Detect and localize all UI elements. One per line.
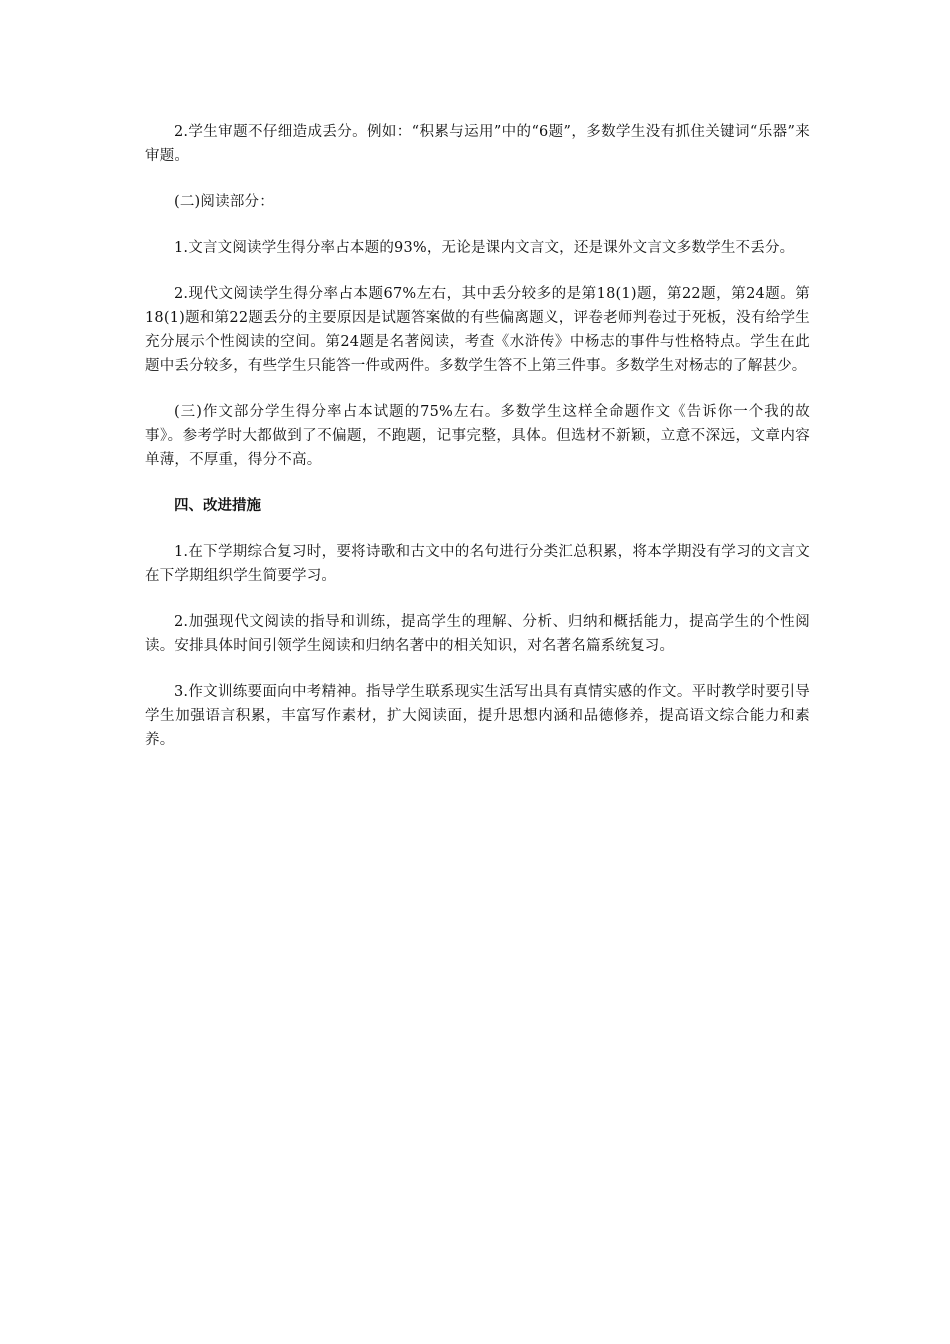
paragraph-review-error: 2.学生审题不仔细造成丢分。例如：“积累与运用”中的“6题”，多数学生没有抓住关键词“乐器”来审题。 — [145, 124, 810, 164]
paragraph-improvement-1: 1.在下学期综合复习时，要将诗歌和古文中的名句进行分类汇总积累，将本学期没有学习的文言文在下学期组织学生简要学习。 — [145, 544, 810, 584]
section-heading-improvement: 四、改进措施 — [174, 498, 261, 514]
paragraph-reading-section-title: (二)阅读部分： — [174, 194, 274, 210]
document-page — [145, 120, 810, 774]
paragraph-composition: (三)作文部分学生得分率占本试题的75%左右。多数学生这样全命题作文《告诉你一个我的故事》。参考学时大都做到了不偏题，不跑题，记事完整，具体。但选材不新颖，立意不深远，文章内容单薄，不厚重，得分不高。 — [145, 404, 810, 468]
paragraph-improvement-3: 3.作文训练要面向中考精神。指导学生联系现实生活写出具有真情实感的作文。平时教学时要引导学生加强语言积累，丰富写作素材，扩大阅读面，提升思想内涵和品德修养，提高语文综合能力和素养。 — [145, 684, 810, 748]
paragraph-modern-reading: 2.现代文阅读学生得分率占本题67%左右，其中丢分较多的是第18(1)题，第22题，第24题。第18(1)题和第22题丢分的主要原因是试题答案做的有些偏离题义，评卷老师判卷过于死板，没有给学生充分展示个性阅读的空间。第24题是名著阅读，考查《水浒传》中杨志的事件与性格特点。学生在此题中丢分较多，有些学生只能答一件或两件。多数学生答不上第三件事。多数学生对杨志的了解甚少。 — [145, 286, 810, 374]
paragraph-classical-reading: 1.文言文阅读学生得分率占本题的93%，无论是课内文言文，还是课外文言文多数学生不丢分。 — [174, 240, 795, 256]
paragraph-improvement-2: 2.加强现代文阅读的指导和训练，提高学生的理解、分析、归纳和概括能力，提高学生的个性阅读。安排具体时间引领学生阅读和归纳名著中的相关知识，对名著名篇系统复习。 — [145, 614, 810, 654]
